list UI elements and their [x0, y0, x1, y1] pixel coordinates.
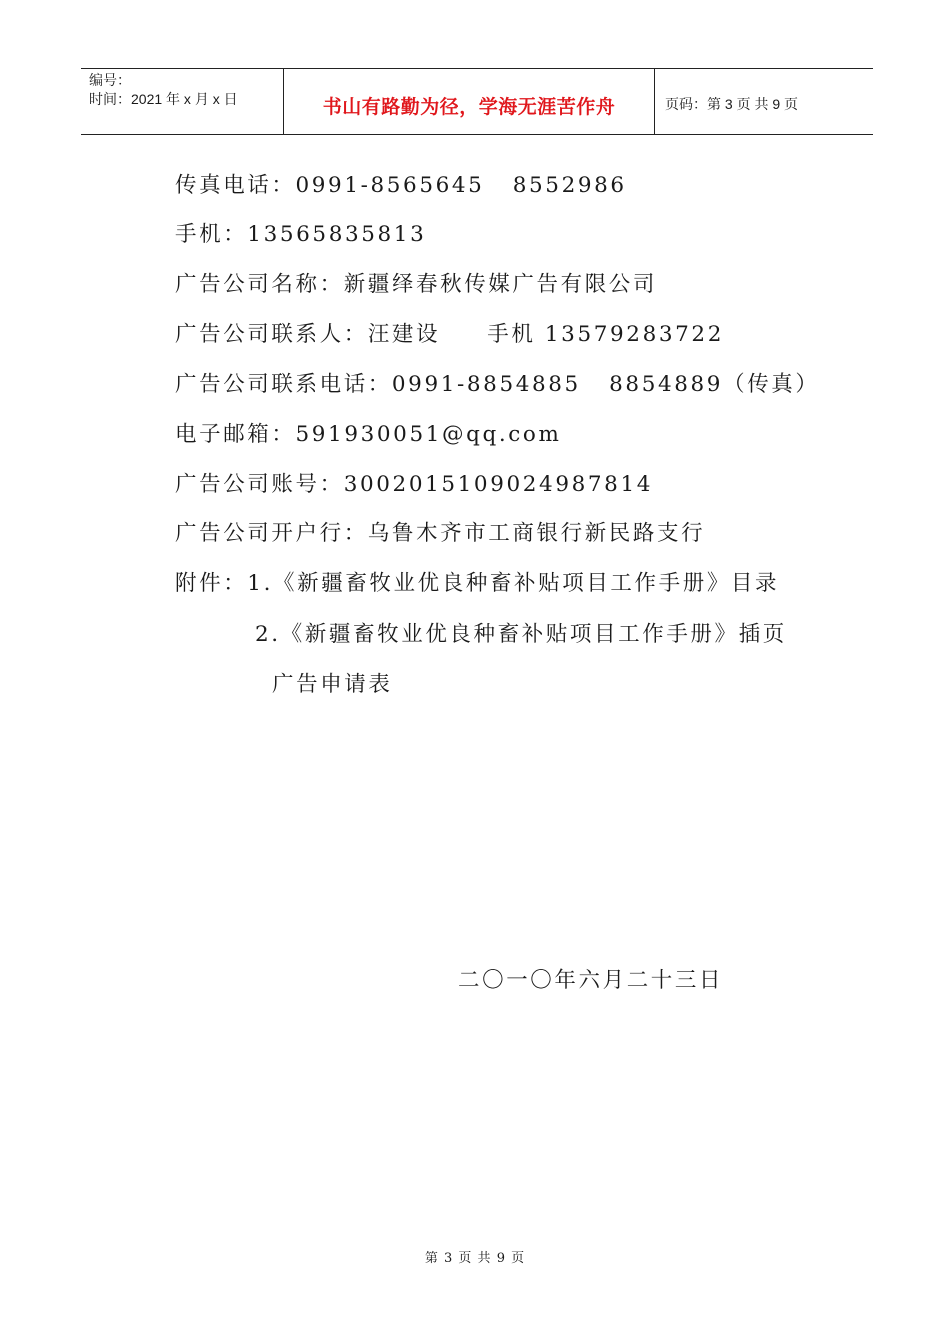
attachment-2-line: 2.《新疆畜牧业优良种畜补贴项目工作手册》插页	[255, 622, 787, 647]
header-number-label: 编号：	[89, 72, 131, 88]
header-meta-cell	[81, 69, 284, 134]
ad-company-name-line: 广告公司名称：新疆绎春秋传媒广告有限公司	[175, 272, 658, 297]
account-line: 广告公司账号：3002015109024987814	[175, 472, 654, 497]
document-date: 二〇一〇年六月二十三日	[458, 968, 724, 993]
header-page-info: 页码：第 3 页 共 9 页	[665, 95, 799, 112]
header-page-cell	[655, 69, 873, 134]
email-line: 电子邮箱：591930051@qq.com	[175, 422, 562, 447]
ad-company-contact-line: 广告公司联系人：汪建设 手机 13579283722	[175, 322, 724, 347]
page-footer: 第 3 页 共 9 页	[424, 1251, 526, 1266]
bank-line: 广告公司开户行：乌鲁木齐市工商银行新民路支行	[175, 521, 706, 546]
header-motto-cell	[284, 69, 655, 134]
attachment-2-continuation: 广告申请表	[272, 672, 393, 697]
attachment-1-line: 附件：1.《新疆畜牧业优良种畜补贴项目工作手册》目录	[175, 571, 780, 596]
ad-company-phone-line: 广告公司联系电话：0991-8854885 8854889（传真）	[175, 372, 820, 397]
fax-line: 传真电话：0991-8565645 8552986	[175, 173, 627, 198]
mobile-line: 手机：13565835813	[175, 222, 427, 247]
page-header	[81, 68, 873, 135]
header-motto: 书山有路勤为径，学海无涯苦作舟	[322, 96, 616, 118]
header-time-label: 时间：2021 年 x 月 x 日	[89, 91, 238, 107]
